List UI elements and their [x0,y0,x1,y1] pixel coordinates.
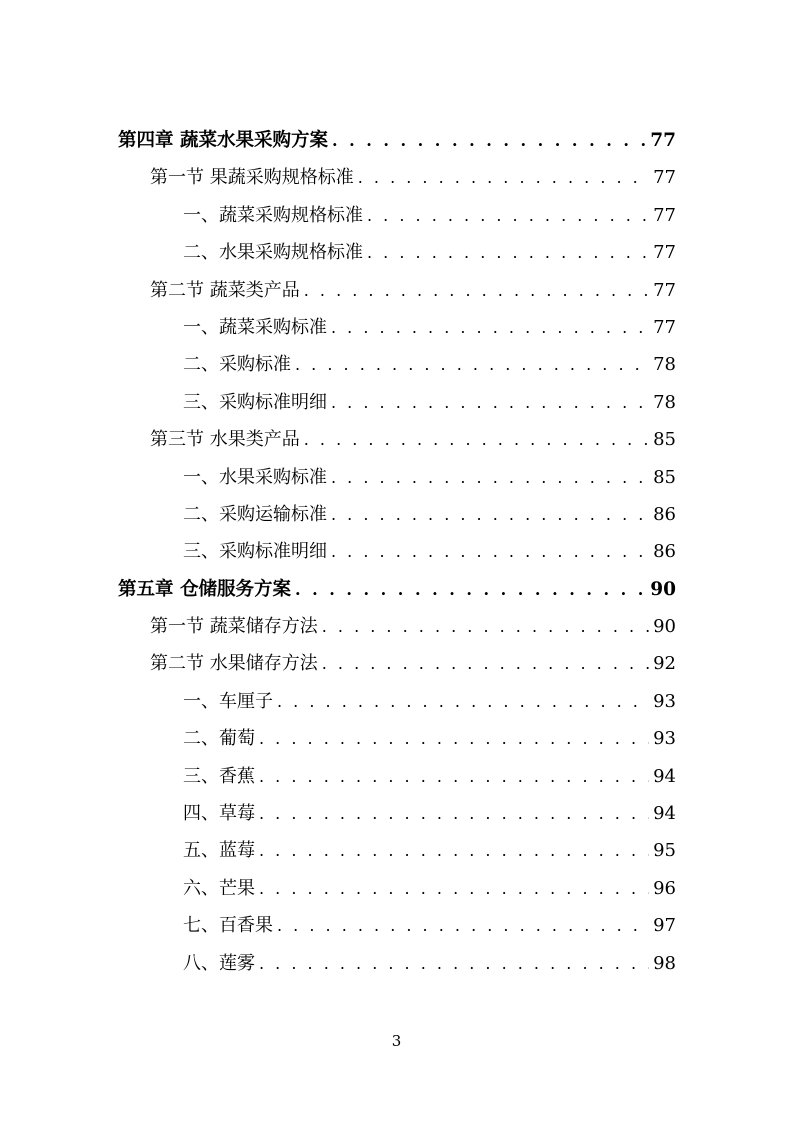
toc-dot-leader [259,945,649,982]
toc-entry-page-number: 77 [653,316,676,338]
toc-subsection-entry[interactable] [118,683,676,720]
toc-entry-page-number: 93 [653,690,676,712]
toc-dot-leader [259,832,649,869]
toc-subsection-entry[interactable] [118,832,676,869]
toc-dot-leader [331,309,649,346]
toc-dot-leader [259,870,649,907]
toc-entry-page-number: 90 [650,578,676,600]
toc-dot-leader [259,795,649,832]
toc-dot-leader [277,907,649,944]
toc-entry-page-number: 95 [653,840,676,862]
toc-entry-page-number: 97 [653,915,676,937]
toc-dot-leader [259,758,649,795]
toc-entry-label: 二、采购运输标准 [183,503,327,525]
toc-dot-leader [367,234,649,271]
toc-subsection-entry[interactable] [118,795,676,832]
toc-entry-label: 三、采购标准明细 [183,541,327,563]
toc-entry-label: 四、草莓 [183,803,255,825]
toc-entry-page-number: 77 [650,130,676,151]
toc-subsection-entry[interactable] [118,309,676,346]
toc-dot-leader [331,384,649,421]
toc-entry-page-number: 86 [653,541,676,563]
toc-entry-label: 三、香蕉 [183,765,255,787]
toc-subsection-entry[interactable] [118,496,676,533]
toc-entry-label: 第五章 仓储服务方案 [118,578,291,600]
toc-dot-leader [331,496,649,533]
toc-section-entry[interactable] [118,272,676,309]
toc-dot-leader [331,459,649,496]
toc-section-entry[interactable] [118,608,676,645]
toc-dot-leader [295,346,649,383]
toc-entry-page-number: 94 [653,765,676,787]
toc-entry-page-number: 77 [653,279,676,301]
toc-entry-label: 二、水果采购规格标准 [183,242,363,264]
toc-dot-leader [322,645,649,682]
toc-subsection-entry[interactable] [118,758,676,795]
toc-subsection-entry[interactable] [118,346,676,383]
toc-entry-label: 第四章 蔬菜水果采购方案 [118,130,328,151]
toc-entry-label: 第三节 水果类产品 [150,429,300,451]
toc-entry-page-number: 90 [653,616,676,638]
toc-entry-page-number: 92 [653,653,676,675]
toc-subsection-entry[interactable] [118,197,676,234]
page-number: 3 [391,1032,402,1050]
toc-chapter-entry[interactable] [118,571,676,608]
toc-entry-page-number: 94 [653,803,676,825]
toc-entry-page-number: 85 [653,429,676,451]
toc-entry-page-number: 77 [653,204,676,226]
toc-dot-leader [358,159,649,196]
toc-dot-leader [304,272,649,309]
toc-entry-page-number: 77 [653,242,676,264]
toc-entry-label: 一、蔬菜采购标准 [183,316,327,338]
table-of-contents [118,122,676,982]
toc-entry-page-number: 85 [653,466,676,488]
toc-entry-label: 第一节 果蔬采购规格标准 [150,167,354,189]
toc-dot-leader [331,533,649,570]
toc-subsection-entry[interactable] [118,234,676,271]
toc-entry-label: 七、百香果 [183,915,273,937]
toc-entry-label: 三、采购标准明细 [183,391,327,413]
toc-entry-label: 第一节 蔬菜储存方法 [150,616,318,638]
toc-entry-label: 第二节 水果储存方法 [150,653,318,675]
toc-section-entry[interactable] [118,421,676,458]
toc-entry-label: 一、水果采购标准 [183,466,327,488]
toc-section-entry[interactable] [118,159,676,196]
toc-entry-label: 一、车厘子 [183,690,273,712]
toc-subsection-entry[interactable] [118,459,676,496]
toc-chapter-entry[interactable] [118,122,676,159]
toc-dot-leader [322,608,649,645]
toc-subsection-entry[interactable] [118,870,676,907]
toc-section-entry[interactable] [118,645,676,682]
toc-dot-leader [295,571,646,608]
toc-entry-label: 五、蓝莓 [183,840,255,862]
toc-entry-page-number: 86 [653,503,676,525]
toc-entry-label: 第二节 蔬菜类产品 [150,279,300,301]
toc-entry-label: 八、莲雾 [183,952,255,974]
toc-dot-leader [277,683,649,720]
toc-entry-label: 二、采购标准 [183,354,291,376]
toc-entry-label: 六、芒果 [183,877,255,899]
toc-dot-leader [367,197,649,234]
toc-dot-leader [304,421,649,458]
toc-subsection-entry[interactable] [118,533,676,570]
toc-subsection-entry[interactable] [118,384,676,421]
toc-entry-page-number: 96 [653,877,676,899]
toc-subsection-entry[interactable] [118,720,676,757]
toc-subsection-entry[interactable] [118,907,676,944]
toc-entry-page-number: 78 [653,391,676,413]
toc-entry-page-number: 98 [653,952,676,974]
toc-subsection-entry[interactable] [118,945,676,982]
toc-entry-page-number: 77 [653,167,676,189]
toc-entry-page-number: 78 [653,354,676,376]
toc-entry-page-number: 93 [653,728,676,750]
toc-entry-label: 一、蔬菜采购规格标准 [183,204,363,226]
toc-dot-leader [259,720,649,757]
toc-entry-label: 二、葡萄 [183,728,255,750]
toc-dot-leader [332,122,646,159]
